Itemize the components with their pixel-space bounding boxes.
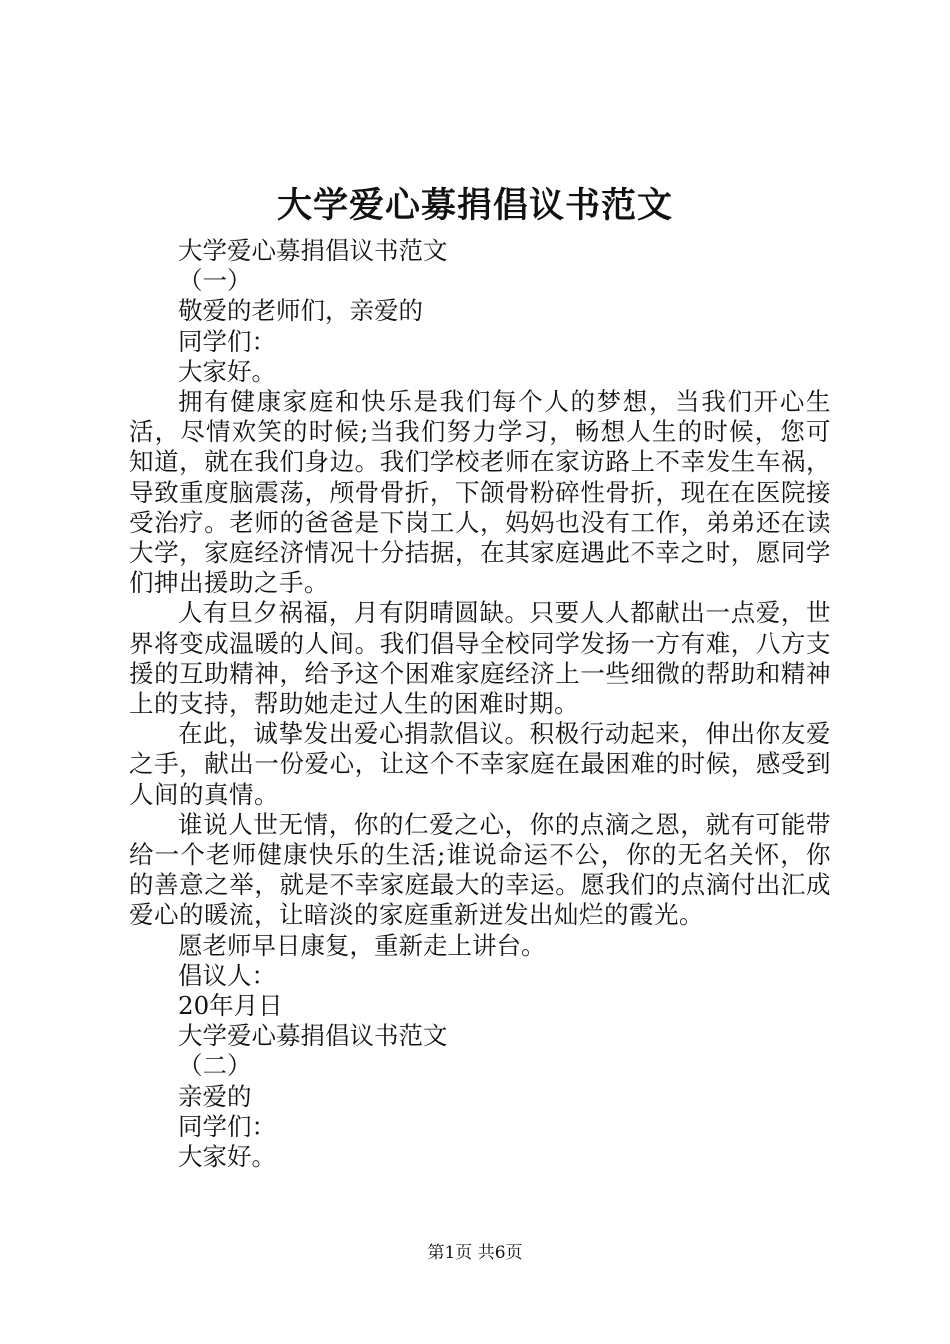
date-line: 20年月日 [178,991,283,1021]
document-body [129,236,831,1172]
salutation-line: 同学们： [178,326,276,356]
greeting-line: 大家好。 [178,356,276,386]
salutation-line: 敬爱的老师们，亲爱的 [178,296,423,326]
wish-line: 愿老师早日康复，重新走上讲台。 [178,930,546,960]
body-paragraph: 在此，诚挚发出爱心捐款倡议。积极行动起来，伸出你友爱之手，献出一份爱心，让这个不幸家庭在最困难的时候，感受到人间的真情。 [129,719,831,809]
greeting-line: 大家好。 [178,1142,276,1172]
subtitle-line: 大学爱心募捐倡议书范文 [178,1021,448,1051]
signature-line: 倡议人： [178,960,276,990]
section-number-line: （一） [178,266,252,296]
page-footer: 第1页 共6页 [427,1243,523,1263]
body-paragraph: 拥有健康家庭和快乐是我们每个人的梦想，当我们开心生活，尽情欢笑的时候;当我们努力学习，畅想人生的时候，您可知道，就在我们身边。我们学校老师在家访路上不幸发生车祸，导致重度脑震荡，颅骨骨折，下颌骨粉碎性骨折，现在在医院接受治疗。老师的爸爸是下岗工人，妈妈也没有工作，弟弟还在读大学，家庭经济情况十分拮据，在其家庭遇此不幸之时，愿同学们抻出援助之手。 [129,387,831,598]
body-paragraph: 谁说人世无情，你的仁爱之心，你的点滴之恩，就有可能带给一个老师健康快乐的生活;谁说命运不公，你的无名关怀，你的善意之举，就是不幸家庭最大的幸运。愿我们的点滴付出汇成爱心的暖流，让暗淡的家庭重新迸发出灿烂的霞光。 [129,809,831,930]
body-paragraph: 人有旦夕祸福，月有阴晴圆缺。只要人人都献出一点爱，世界将变成温暖的人间。我们倡导全校同学发扬一方有难，八方支援的互助精神，给予这个困难家庭经济上一些细微的帮助和精神上的支持，帮助她走过人生的困难时期。 [129,598,831,719]
salutation-line: 同学们： [178,1111,276,1141]
document-title: 大学爱心募捐倡议书范文 [276,185,673,226]
section-number-line: （二） [178,1051,252,1081]
salutation-line: 亲爱的 [178,1081,252,1111]
subtitle-line: 大学爱心募捐倡议书范文 [178,236,448,265]
